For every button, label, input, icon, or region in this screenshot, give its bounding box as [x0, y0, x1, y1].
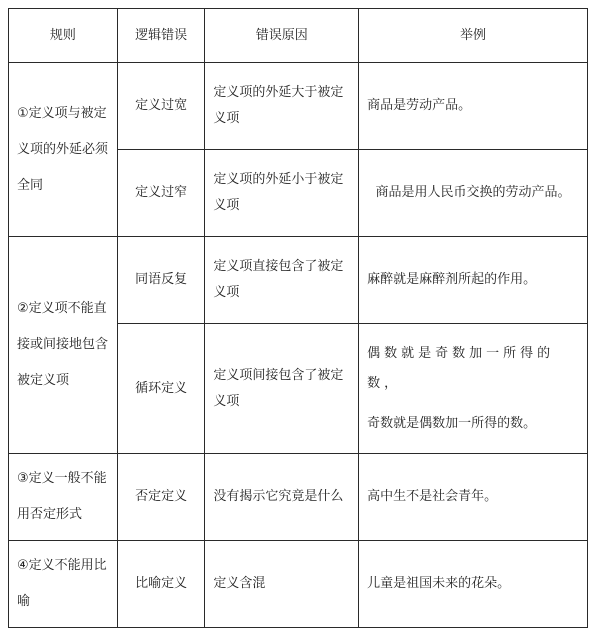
cause-cell: 没有揭示它究竟是什么: [205, 454, 359, 541]
error-cell: 同语反复: [117, 237, 205, 324]
rule-cell: ③定义一般不能用否定形式: [9, 454, 118, 541]
error-cell: 否定定义: [117, 454, 205, 541]
header-error-cause: 错误原因: [205, 9, 359, 63]
cause-cell: 定义项的外延大于被定义项: [205, 63, 359, 150]
example-cell: [359, 63, 588, 150]
table-row: [9, 63, 588, 150]
example-text: 奇数就是偶数加一所得的数。: [367, 415, 537, 431]
example-text: 麻醉就是麻醉剂所起的作用。: [367, 272, 537, 287]
header-example: 举例: [359, 9, 588, 63]
example-cell: [359, 237, 588, 324]
example-text: 儿童是祖国未来的花朵。: [367, 576, 511, 591]
header-row: [9, 9, 588, 63]
cause-cell: 定义含混: [205, 541, 359, 628]
example-cell: [359, 324, 588, 454]
table-row: [9, 541, 588, 628]
example-cell: [359, 541, 588, 628]
example-text: 商品是用人民币交换的劳动产品。: [375, 185, 571, 200]
table-row: [9, 237, 588, 324]
cause-cell: 定义项间接包含了被定义项: [205, 324, 359, 454]
example-text: 高中生不是社会青年。: [367, 489, 498, 504]
rule-cell: ①定义项与被定义项的外延必须全同: [9, 63, 118, 237]
definition-rules-table: [8, 8, 588, 628]
header-rule: 规则: [9, 9, 118, 63]
example-text: 偶数就是奇数加一所得的数，: [367, 345, 555, 391]
rule-cell: ②定义项不能直接或间接地包含被定义项: [9, 237, 118, 454]
error-cell: 定义过窄: [117, 150, 205, 237]
error-cell: 定义过宽: [117, 63, 205, 150]
table-row: [9, 454, 588, 541]
header-logic-error: 逻辑错误: [117, 9, 205, 63]
example-text: 商品是劳动产品。: [367, 98, 472, 113]
example-cell: [359, 454, 588, 541]
error-cell: 比喻定义: [117, 541, 205, 628]
rule-cell: ④定义不能用比喻: [9, 541, 118, 628]
cause-cell: 定义项的外延小于被定义项: [205, 150, 359, 237]
cause-cell: 定义项直接包含了被定义项: [205, 237, 359, 324]
error-cell: 循环定义: [117, 324, 205, 454]
example-cell: [359, 150, 588, 237]
